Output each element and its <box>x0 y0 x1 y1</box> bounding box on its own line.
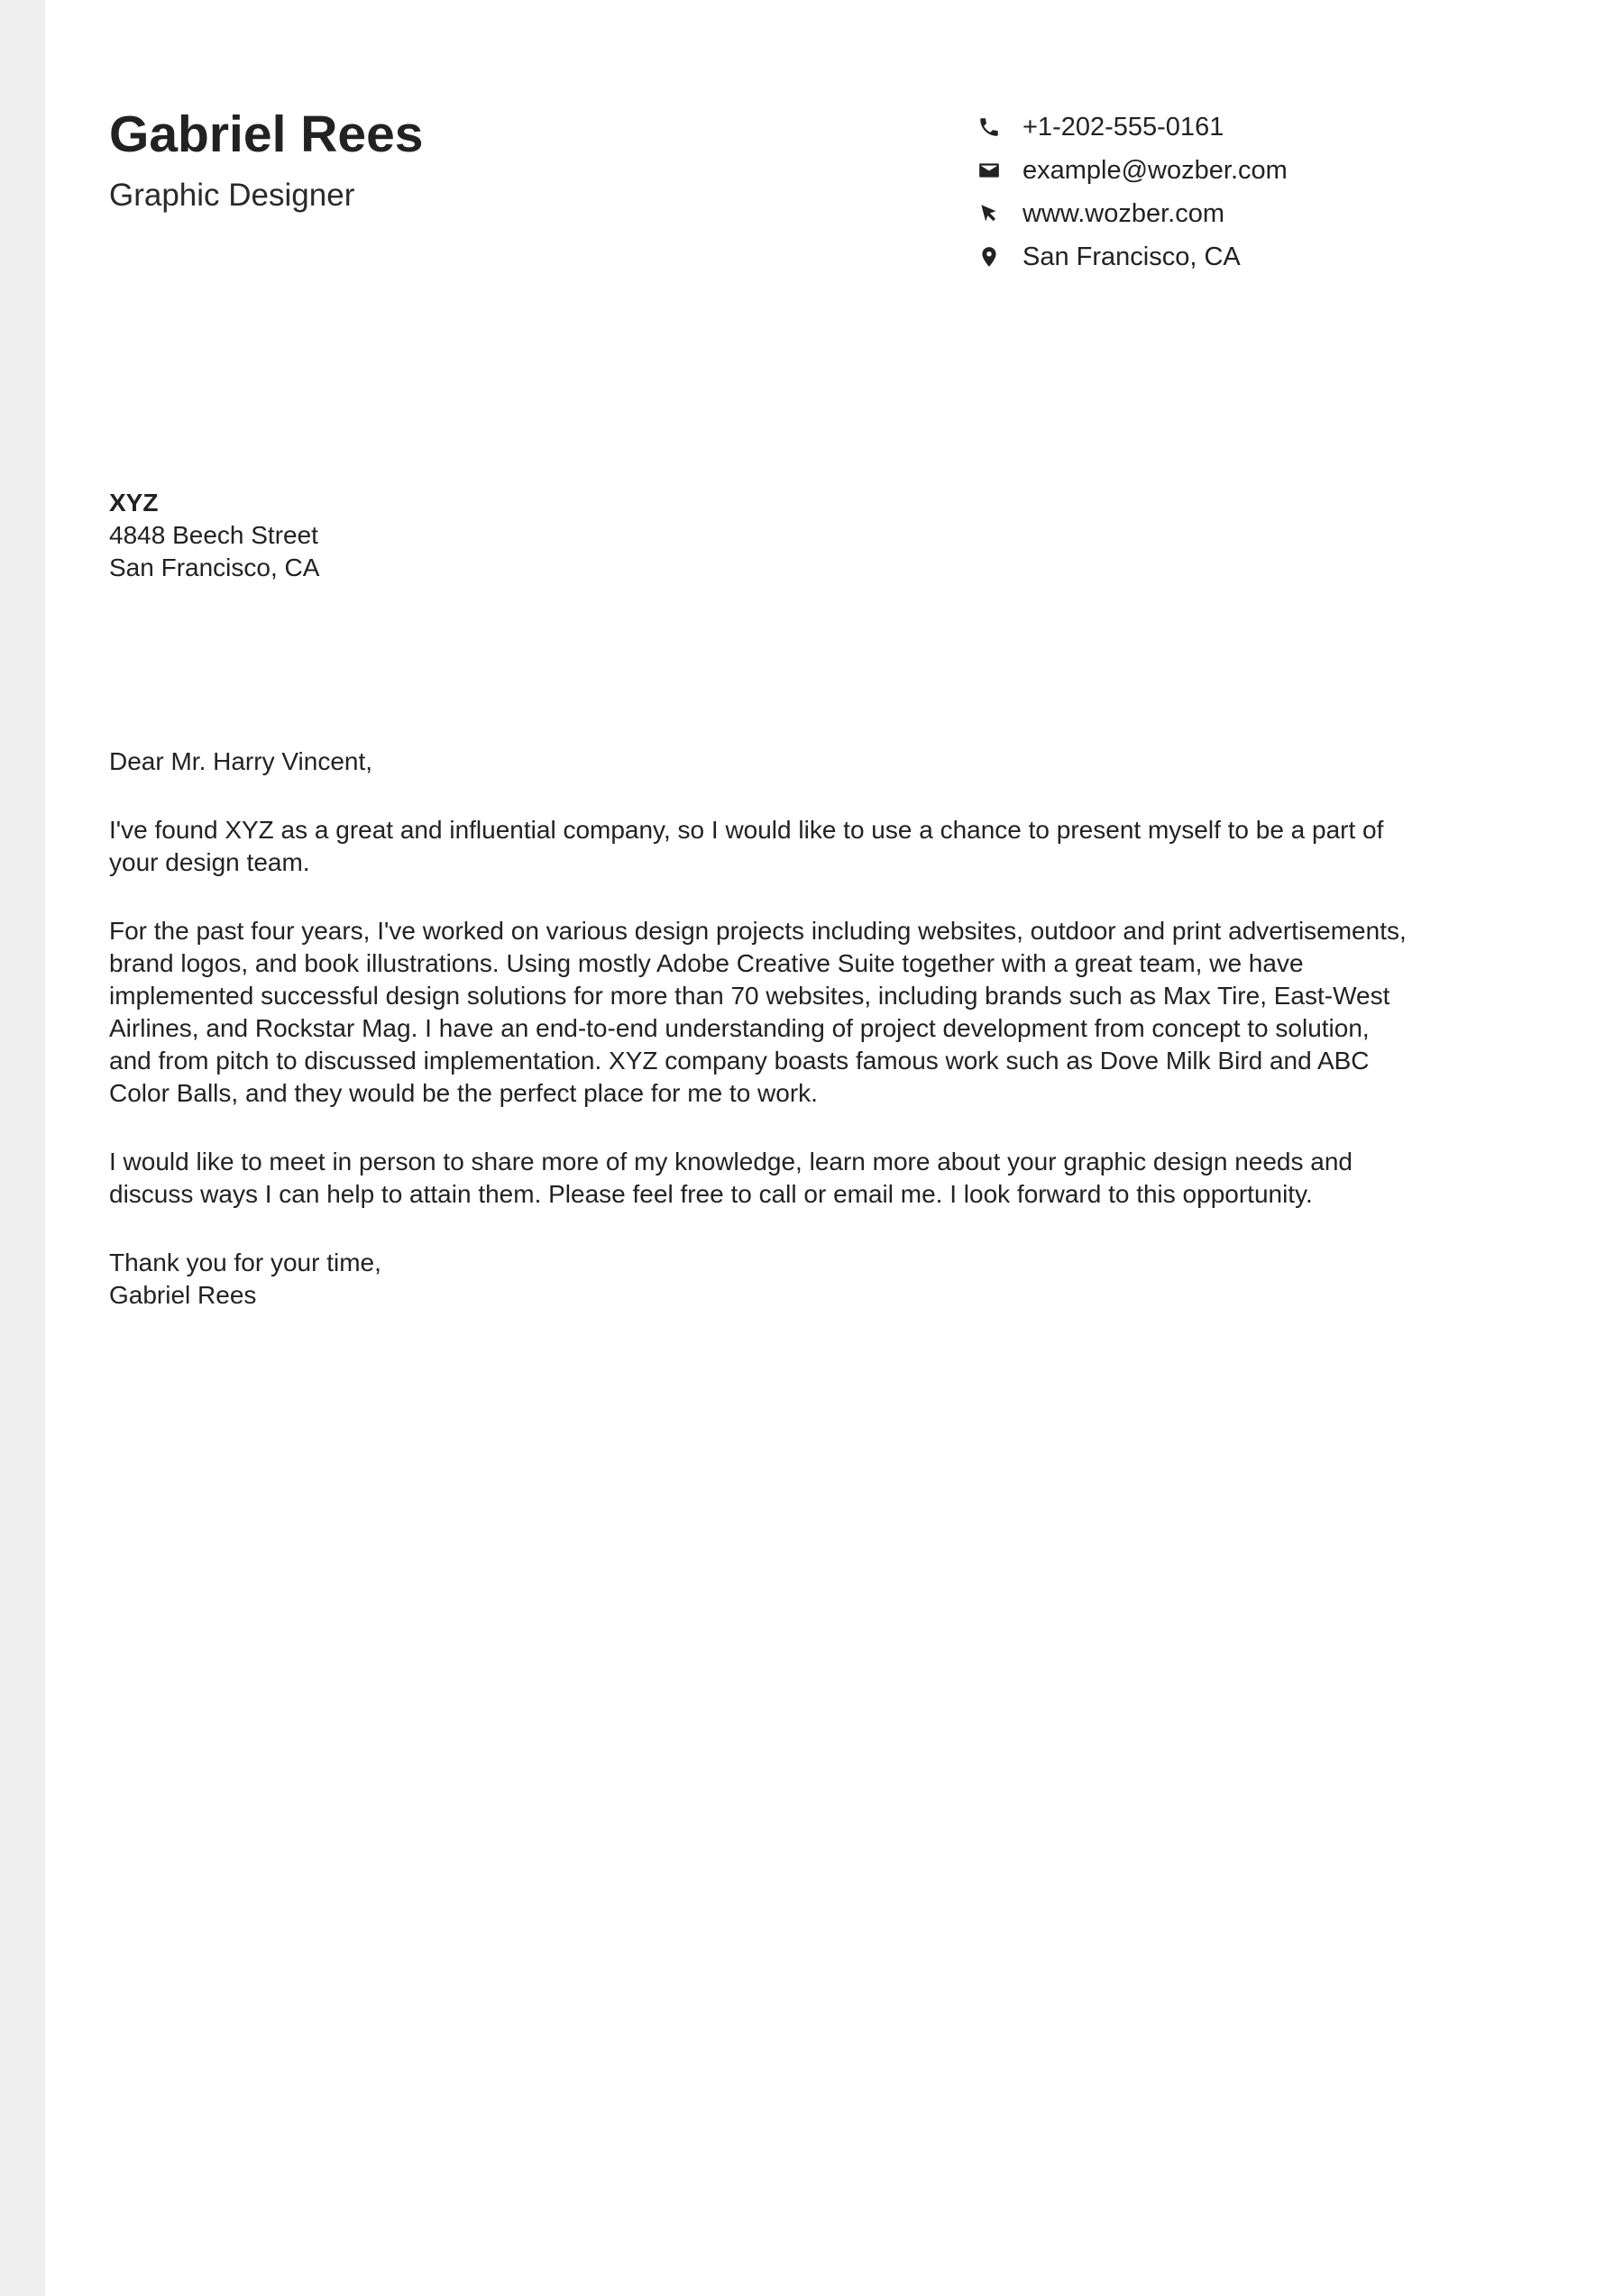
letter-paragraph-3: I would like to meet in person to share more of my knowledge, learn more about your graphic design needs and discuss ways I can help to attain them. Please feel free to call or email me. I look forward to this opportunity. <box>109 1148 1352 1208</box>
recipient-company: XYZ <box>109 489 159 517</box>
letter-closing: Thank you for your time, <box>109 1249 381 1276</box>
location-pin-icon <box>977 244 1002 270</box>
contact-list <box>977 105 1288 279</box>
contact-phone-text: +1-202-555-0161 <box>1022 112 1224 142</box>
cursor-icon <box>977 201 1002 226</box>
letter-body <box>109 746 1417 1348</box>
letter-paragraph-1: I've found XYZ as a great and influential company, so I would like to use a chance to present myself to be a part of your design team. <box>109 816 1384 876</box>
letter-greeting: Dear Mr. Harry Vincent, <box>109 747 373 775</box>
contact-email <box>977 149 1288 192</box>
contact-location-text: San Francisco, CA <box>1022 242 1241 271</box>
sender-job-title: Graphic Designer <box>109 178 355 213</box>
contact-website <box>977 192 1288 235</box>
recipient-street: 4848 Beech Street <box>109 521 318 549</box>
email-icon <box>977 158 1002 183</box>
contact-phone <box>977 105 1288 149</box>
contact-location <box>977 235 1288 279</box>
contact-website-text: www.wozber.com <box>1022 198 1225 228</box>
recipient-address <box>109 487 319 584</box>
letter-closing-block <box>109 1247 1417 1312</box>
recipient-city: San Francisco, CA <box>109 553 320 581</box>
phone-icon <box>977 114 1002 140</box>
letter-paragraph-2: For the past four years, I've worked on various design projects including websites, outdoor and print advertisements, brand logos, and book illustrations. Using mostly Adobe Creative Suite together with a great team, we have implemented successful design solutions for more than 70 websites, including brands such as Max Tire, East-West Airlines, and Rockstar Mag. I have an end-to-end understanding of project development from concept to solution, and from pitch to discussed implementation. XYZ company boasts famous work such as Dove Milk Bird and ABC Color Balls, and they would be the perfect place for me to work. <box>109 917 1407 1107</box>
sender-name: Gabriel Rees <box>109 105 424 163</box>
letter-page <box>45 0 1623 2296</box>
contact-email-text: example@wozber.com <box>1022 155 1288 185</box>
letter-signature: Gabriel Rees <box>109 1281 257 1309</box>
